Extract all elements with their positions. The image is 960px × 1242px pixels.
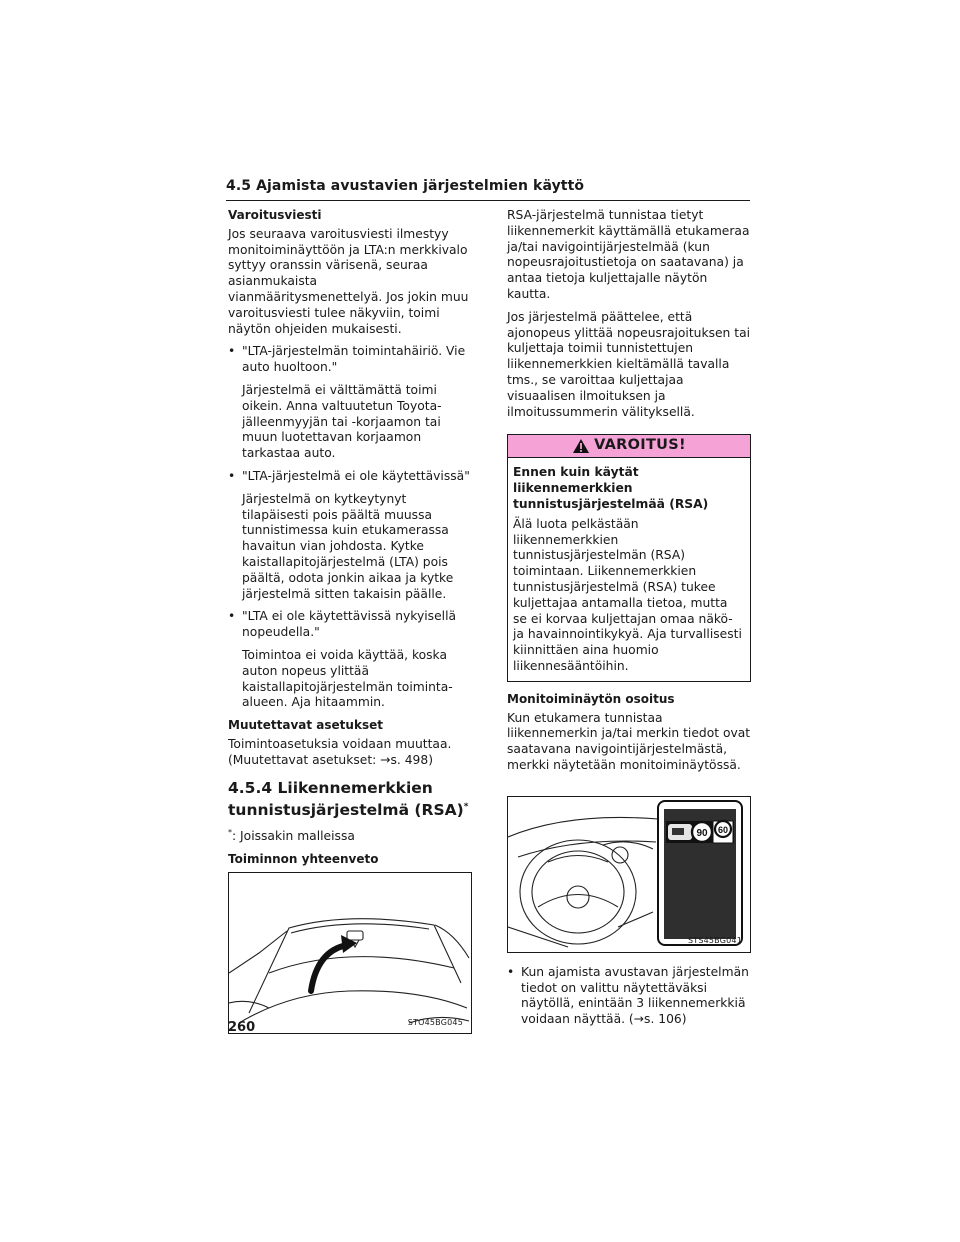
warning-header — [508, 435, 750, 458]
page-number: 260 — [228, 1020, 256, 1035]
figure-windshield-camera — [228, 872, 472, 1034]
speed-sign-90 — [692, 822, 712, 842]
heading-warning-message: Varoitusviesti — [228, 208, 322, 222]
bullet-lta-malfunction: • "LTA-järjestelmän toimintahäiriö. Vie auto huoltoon." — [228, 344, 472, 376]
heading-overview: Toiminnon yhteenveto — [228, 851, 379, 866]
warning-subheading: Ennen kuin käytät liikennemerkkien tunnistusjärjestelmää (RSA) — [513, 465, 709, 511]
warning-body — [508, 458, 750, 680]
figure-id: STS45BG041 — [687, 935, 742, 945]
section-title — [228, 779, 472, 820]
bullet-max-signs: • Kun ajamista avustavan järjestelmän tiedot on valittu näytettäväksi näytöllä, enintään 3 liikennemerkkiä voidaan näyttää. (→s. 106) — [507, 965, 751, 1028]
chapter-title: 4.5 Ajamista avustavien järjestelmien käyttö — [226, 178, 585, 194]
speed-sign-60 — [713, 821, 733, 843]
warning-text: Älä luota pelkästään liikennemerkkien tunnistusjärjestelmän (RSA) toimintaan. Liikennemerkkien tunnistusjärjestelmä (RSA) tukee kuljettajaa antamalla tietoa, mutta se ei korvaa kuljettajan omaa näkö- ja havainnointikykyä. Aja turvallisesti kiinnittäen aina huomio liikennesääntöihin. — [513, 516, 742, 673]
settings-text: Toimintoasetuksia voidaan muuttaa. (Muutettavat asetukset: →s. 498) — [228, 736, 452, 767]
heading-display: Monitoiminäytön osoitus — [507, 691, 675, 706]
dashboard-illustration — [508, 797, 750, 952]
note-star: * — [228, 827, 232, 837]
rsa-intro: RSA-järjestelmä tunnistaa tietyt liikennemerkit käyttämällä etukameraa ja/tai navigointijärjestelmää (kun nopeusrajoitustietoja on saatavana) ja antaa tietoja kuljettajalle näytön kautta. — [507, 208, 750, 301]
svg-text:90: 90 — [696, 827, 708, 839]
warning-box — [507, 434, 751, 681]
heading-settings: Muutettavat asetukset — [228, 718, 383, 733]
windshield-illustration — [229, 873, 471, 1033]
left-column — [228, 208, 472, 1034]
warning-intro: Jos seuraava varoitusviesti ilmestyy monitoiminäyttöön ja LTA:n merkkivalo syttyy oranssin värisenä, seuraa asianmukaista vianmääritysmenettelyä. Jos jokin muu varoitusviesti tulee näkyviin, toimi näytön ohjeiden mukaisesti. — [228, 226, 469, 336]
figure-dashboard — [507, 796, 751, 953]
page-header — [226, 178, 750, 201]
bullet-lta-unavailable-text: Järjestelmä on kytkeytynyt tilapäisesti pois päältä muussa tunnistimessa kuin etukamerassa havaitun vian johdosta. Kytke kaistallapitojärjestelmä (LTA) pois päältä, odota jonkin aikaa ja kytke järjestelmä sitten takaisin päälle. — [242, 491, 454, 601]
warning-triangle-icon — [572, 438, 590, 454]
right-column — [507, 208, 751, 1035]
bullet-lta-speed: • "LTA ei ole käytettävissä nykyisellä nopeudella." — [228, 609, 472, 641]
section-title-star: * — [463, 801, 469, 812]
svg-text:60: 60 — [717, 824, 729, 835]
note-text: : Joissakin malleissa — [232, 828, 355, 843]
header-rule — [226, 200, 750, 201]
bullet-lta-speed-text: Toimintoa ei voida käyttää, koska auton nopeus ylittää kaistallapitojärjestelmän toiminta-alueen. Aja hitaammin. — [242, 647, 453, 710]
model-note — [228, 825, 472, 845]
rsa-warning-behavior: Jos järjestelmä päättelee, että ajonopeus ylittää nopeusrajoituksen tai kuljettaja toimii tunnistettujen liikennemerkkien kieltämällä tavalla tms., se varoittaa kuljettajaa visuaalisen ilmoituksen ja ilmoitussummerin välityksellä. — [507, 309, 751, 419]
display-text: Kun etukamera tunnistaa liikennemerkin ja/tai merkin tiedot ovat saatavana navigointijärjestelmästä, merkki näytetään monitoiminäytössä. — [507, 710, 751, 772]
warning-title: VAROITUS! — [594, 437, 686, 454]
section-title-text: 4.5.4 Liikennemerkkien tunnistusjärjestelmä (RSA) — [228, 778, 464, 819]
bullet-lta-unavailable: • "LTA-järjestelmä ei ole käytettävissä" — [228, 469, 472, 485]
bullet-lta-malfunction-text: Järjestelmä ei välttämättä toimi oikein. Anna valtuutetun Toyota-jälleenmyyjän tai -korjaamon tai muun luotettavan korjaamon tarkastaa auto. — [242, 382, 442, 461]
figure-id: STO45BG045 — [407, 1017, 463, 1027]
